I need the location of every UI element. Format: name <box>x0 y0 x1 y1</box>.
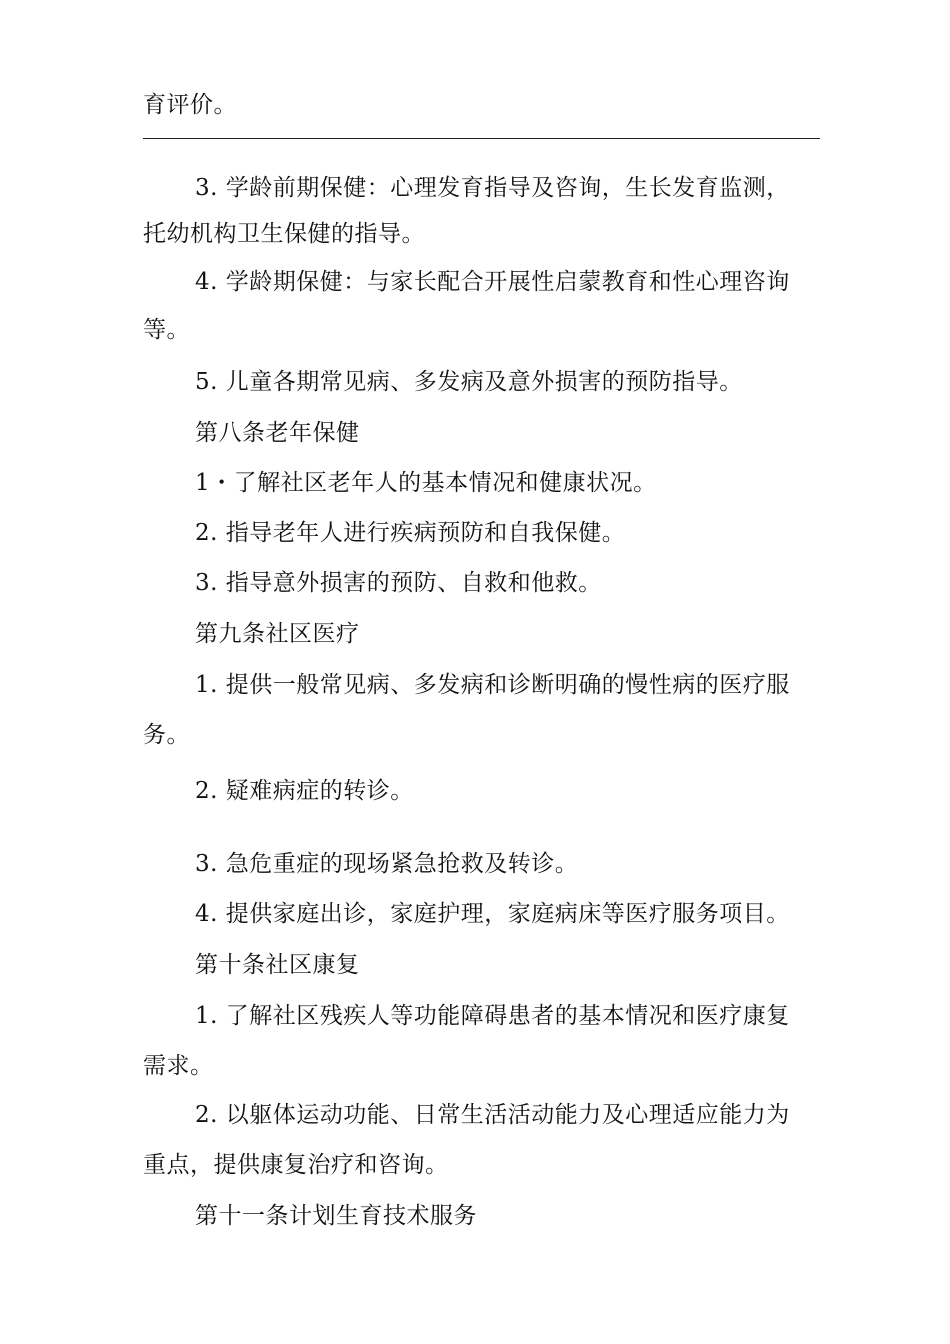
item-rehab-2: 2. 以躯体运动功能、日常生活活动能力及心理适应能力为 <box>195 1102 790 1128</box>
item-elderly-3: 3. 指导意外损害的预防、自救和他救。 <box>195 570 602 596</box>
item-medical-1-cont: 务。 <box>143 722 190 748</box>
item-preschool-health-cont: 托幼机构卫生保健的指导。 <box>143 221 425 247</box>
item-medical-3: 3. 急危重症的现场紧急抢救及转诊。 <box>195 851 579 877</box>
section-heading-community-rehab: 第十条社区康复 <box>195 952 360 978</box>
item-rehab-1: 1. 了解社区残疾人等功能障碍患者的基本情况和医疗康复 <box>195 1003 790 1029</box>
item-rehab-1-cont: 需求。 <box>143 1053 214 1079</box>
item-rehab-2-cont: 重点，提供康复治疗和咨询。 <box>143 1152 449 1178</box>
item-medical-2: 2. 疑难病症的转诊。 <box>195 778 414 804</box>
item-school-age-health-cont: 等。 <box>143 317 190 343</box>
item-school-age-health: 4. 学龄期保健：与家长配合开展性启蒙教育和性心理咨询 <box>195 269 790 295</box>
item-medical-4: 4. 提供家庭出诊，家庭护理，家庭病床等医疗服务项目。 <box>195 901 790 927</box>
item-preschool-health: 3. 学龄前期保健：心理发育指导及咨询，生长发育监测， <box>195 175 790 201</box>
text-line-continuation: 育评价。 <box>143 92 237 118</box>
item-elderly-2: 2. 指导老年人进行疾病预防和自我保健。 <box>195 520 626 546</box>
item-child-disease-prevention: 5. 儿童各期常见病、多发病及意外损害的预防指导。 <box>195 369 743 395</box>
item-medical-1: 1. 提供一般常见病、多发病和诊断明确的慢性病的医疗服 <box>195 672 790 698</box>
horizontal-divider <box>143 138 820 139</box>
section-heading-family-planning: 第十一条计划生育技术服务 <box>195 1203 477 1229</box>
section-heading-community-medical: 第九条社区医疗 <box>195 621 360 647</box>
section-heading-elderly-care: 第八条老年保健 <box>195 420 360 446</box>
item-elderly-1: 1・了解社区老年人的基本情况和健康状况。 <box>195 470 657 496</box>
